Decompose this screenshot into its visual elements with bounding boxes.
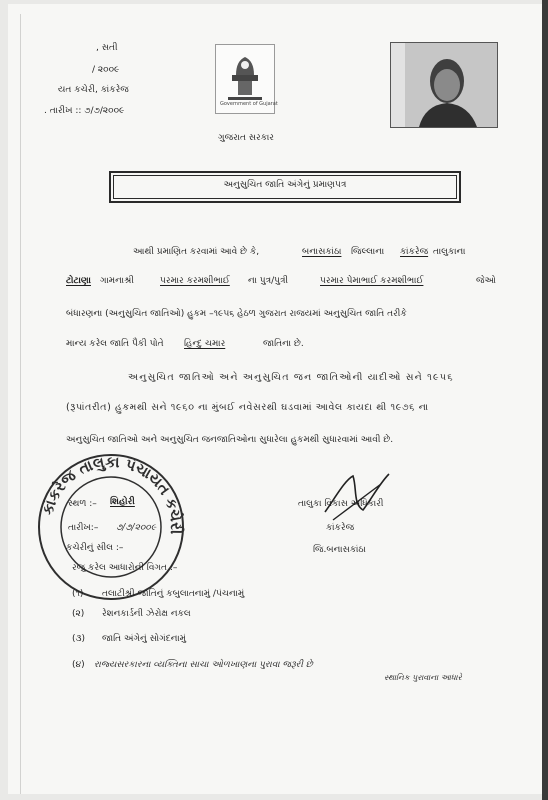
attachment-1-text: તલાટીશ્રી જાતિનું કબુલાતનામું /પંચનામું bbox=[102, 589, 245, 599]
header-line-1: , સતી bbox=[96, 43, 118, 53]
header-line-3: યત કચેરી, કાંકરેજ bbox=[58, 85, 129, 95]
page-fold-line bbox=[20, 14, 21, 794]
person-photo-icon bbox=[391, 43, 497, 127]
seal-ring-text: કાંકરેજ તાલુકા પંચાયત કચેરી bbox=[38, 452, 186, 535]
header-line-2: / ૨૦૦૯ bbox=[92, 65, 120, 75]
officer-district: જિ.બનાસકાંઠા bbox=[313, 545, 366, 555]
p2-line2: (રૂપાંતરીત) હુકમથી સને ૧૯૬૦ ના મુંબઈ નવેસરથી ઘડવામાં આવેલ કાયદા થી ૧૯૭૬ ના bbox=[66, 402, 429, 413]
attachment-2-num: (૨) bbox=[72, 609, 85, 619]
scan-dark-edge bbox=[542, 0, 548, 800]
attachments-heading: રજુ કરેલ આધારોની વિગત :– bbox=[72, 563, 178, 573]
certificate-title: અનુસુચિત જાતિ અંગેનું પ્રમાણપત્ર bbox=[223, 180, 347, 190]
attachment-4-continuation: સ્થાનિક પુરાવાના આધારે bbox=[384, 673, 462, 682]
certificate-page bbox=[8, 4, 544, 794]
p1-line2-a: ગામનાશ્રી bbox=[100, 276, 134, 286]
p1-line4-b: જાતિના છે. bbox=[263, 339, 304, 349]
p1-line1-b: જિલ્લાના bbox=[351, 247, 385, 257]
header-date: . તારીખ :: ૭/૭/૨૦૦૯ bbox=[44, 106, 125, 116]
government-heading: ગુજરાત સરકાર bbox=[218, 133, 274, 143]
officer-designation: તાલુકા વિકાસ અધિકારી bbox=[298, 499, 384, 509]
officer-office: કાંકરેજ bbox=[326, 523, 355, 533]
attachment-4-text: રાજ્યસરકારના વ્યક્તિના સાચા ઓળખાણના પુરાવા જરૂરી છે bbox=[94, 660, 313, 670]
village-value: ટોટાણા bbox=[66, 276, 91, 286]
seal-place-label: સ્થળ :– bbox=[68, 499, 97, 509]
p1-line2-c: જેઓ bbox=[476, 276, 496, 286]
p2-line1: અનુસુચિત જાતિઓ અને અનુસુચિત જન જાતિઓની યાદીઓ સને ૧૯૫૬ bbox=[128, 372, 454, 383]
p1-line1-a: આથી પ્રમાણિત કરવામાં આવે છે કે, bbox=[133, 247, 260, 257]
caste-value: હિન્દુ ચમાર bbox=[184, 339, 226, 349]
applicant-photo bbox=[390, 42, 498, 128]
p1-line3: બંધારણના (અનુસુચિત જાતિઓ) હુકમ –૧૯૫૬ હેઠળ ગુજરાત રાજયમાં અનુસુચિત જાતિ તરીકે bbox=[66, 309, 407, 319]
person-name: પરમાર કરમશીભાઈ bbox=[160, 276, 230, 286]
certificate-title-box bbox=[109, 171, 461, 203]
emblem-caption: Government of Gujarat bbox=[220, 101, 278, 107]
attachment-3-text: જાતિ અંગેનું સોગંદનામું bbox=[102, 634, 187, 644]
p1-line4-a: માન્ય કરેલ જાતિ પૈકી પોતે bbox=[66, 339, 164, 349]
seal-date-value: ૭/૭/૨૦૦૯ bbox=[116, 523, 157, 533]
attachment-4-num: (૪) bbox=[72, 660, 85, 670]
p1-line2-b: ના પુત્ર/પુત્રી bbox=[248, 276, 289, 286]
seal-office-label: કચેરીનું સીલ :– bbox=[66, 543, 124, 553]
panchayat-seal bbox=[36, 452, 186, 606]
p1-line1-c: તાલુકાના bbox=[433, 247, 466, 257]
father-name: પરમાર પેમાભાઈ કરમશીભાઈ bbox=[320, 276, 424, 286]
state-emblem bbox=[215, 44, 278, 114]
attachment-1-num: (૧) bbox=[72, 589, 84, 599]
seal-date-label: તારીખ:– bbox=[68, 523, 99, 533]
taluka-value: કાંકરેજ bbox=[400, 247, 429, 257]
attachment-3-num: (૩) bbox=[72, 634, 86, 644]
round-stamp-icon bbox=[36, 452, 186, 602]
svg-text:કાંકરેજ તાલુકા પંચાયત કચેરી bbox=[38, 453, 186, 535]
p2-line3: અનુસુચિત જાતિઓ અને અનુસુચિત જનજાતિઓના સુધારેલા હુકમથી સુધારવામાં આવી છે. bbox=[66, 435, 394, 445]
attachment-2-text: રેશનકાર્ડની ઝેરોક્ષ નકલ bbox=[102, 609, 191, 619]
district-value: બનાસકાંઠા bbox=[302, 247, 342, 257]
seal-place-value: શિહોરી bbox=[110, 497, 135, 507]
